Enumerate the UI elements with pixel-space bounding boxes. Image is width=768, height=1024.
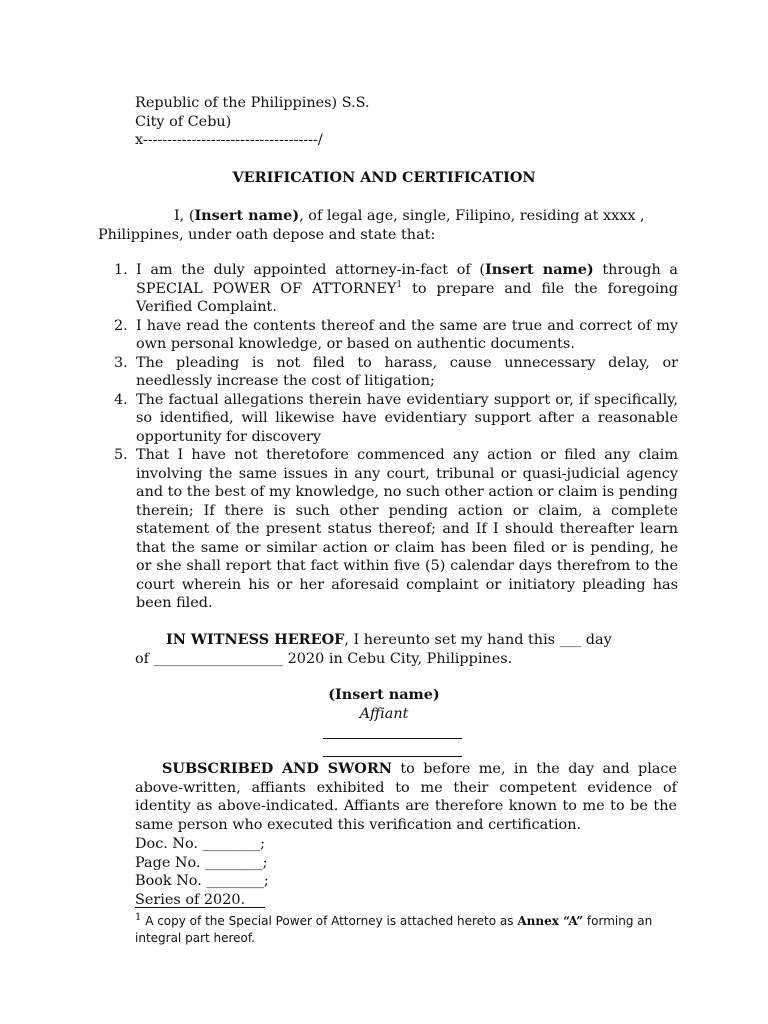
witness-line-1: , I hereunto set my hand this ___ day [344,632,612,648]
list-item-text: to prepare and file the foregoing Verified Complaint. [136,280,678,315]
case-caption [135,94,455,150]
list-item-number: 2. [114,317,128,334]
witness-clause [135,631,680,668]
footnote-annex: Annex “A” [517,914,584,928]
page-no: Page No. ________; [135,854,268,871]
list-item-text: The factual allegations therein have evidentiary support or, if specifically, so identified, will likewise have evidentiary support after a reasonable opportunity for discovery [136,391,678,445]
jurat-bold: SUBSCRIBED AND SWORN [162,760,392,777]
footnote-text: forming an integral part hereof. [135,914,653,945]
statements-list [114,261,678,613]
list-item [114,446,678,613]
footnote-separator [135,907,265,908]
footnote-text: A copy of the Special Power of Attorney is attached hereto as [141,914,518,928]
jurat-text: to before me, in the day and place above-written, affiants exhibited to me their competent evidence of identity as above-indicated. Affiants are therefore known to me to be the same person who executed this verification and certification. [135,761,677,833]
affiant-label: Affiant [359,706,409,722]
doc-no: Doc. No. ________; [135,836,265,852]
affiant-name: (Insert name) [328,686,440,703]
intro-prefix: I, ( [174,208,195,224]
caption-city: City of Cebu) [135,113,232,130]
jurat-paragraph [135,760,677,834]
list-item-text: The pleading is not filed to harass, cause unnecessary delay, or needlessly increase the cost of litigation; [136,354,678,389]
list-item [114,261,678,317]
list-item-number: 3. [114,354,128,371]
signature-line [323,738,462,739]
list-item-text: through a SPECIAL POWER OF ATTORNEY [136,262,678,297]
list-item-number: 5. [114,447,128,463]
list-item [114,354,678,391]
document-title: VERIFICATION AND CERTIFICATION [232,169,536,186]
list-item-number: 1. [114,262,128,278]
list-item-text: That I have not theretofore commenced any action or filed any claim involving the same issues in any court, tribunal or quasi-judicial agency and to the best of my knowledge, no such other action or claim is pending therein; If there is such other pending action or claim, a complete statement of the present status thereof; and If I should thereafter learn that the same or similar action or claim has been filed or is pending, he or she shall report that fact within five (5) calendar days therefrom to the court wherein his or her aforesaid complaint or initiatory pleading has been filed. [136,447,678,611]
intro-paragraph [98,207,681,244]
list-item-number: 4. [114,391,128,408]
intro-name: Insert name) [194,207,300,224]
witness-bold: IN WITNESS HEREOF [166,631,345,648]
intro-rest-2: Philippines, under oath depose and state that: [98,226,436,243]
footnote [135,913,680,947]
list-item-bold: Insert name) [484,261,594,278]
series-year: Series of 2020. [135,891,246,908]
book-no: Book No. ________; [135,873,269,890]
caption-republic: Republic of the Philippines) S.S. [135,95,370,111]
footnote-ref: 1 [396,279,403,290]
signature-line [323,756,462,757]
list-item [114,391,678,447]
intro-rest-1: , of legal age, single, Filipino, residing at xxxx , [299,208,645,224]
notarial-register [135,835,435,909]
witness-line-2: of __________________ 2020 in Cebu City, Philippines. [135,650,513,667]
list-item-text: I have read the contents thereof and the same are true and correct of my own personal knowledge, or based on authentic documents. [136,317,678,352]
list-item-text: I am the duly appointed attorney-in-fact of ( [136,262,485,278]
footnote-number: 1 [135,912,142,923]
caption-separator: x------------------------------------/ [135,132,323,149]
list-item [114,317,678,354]
